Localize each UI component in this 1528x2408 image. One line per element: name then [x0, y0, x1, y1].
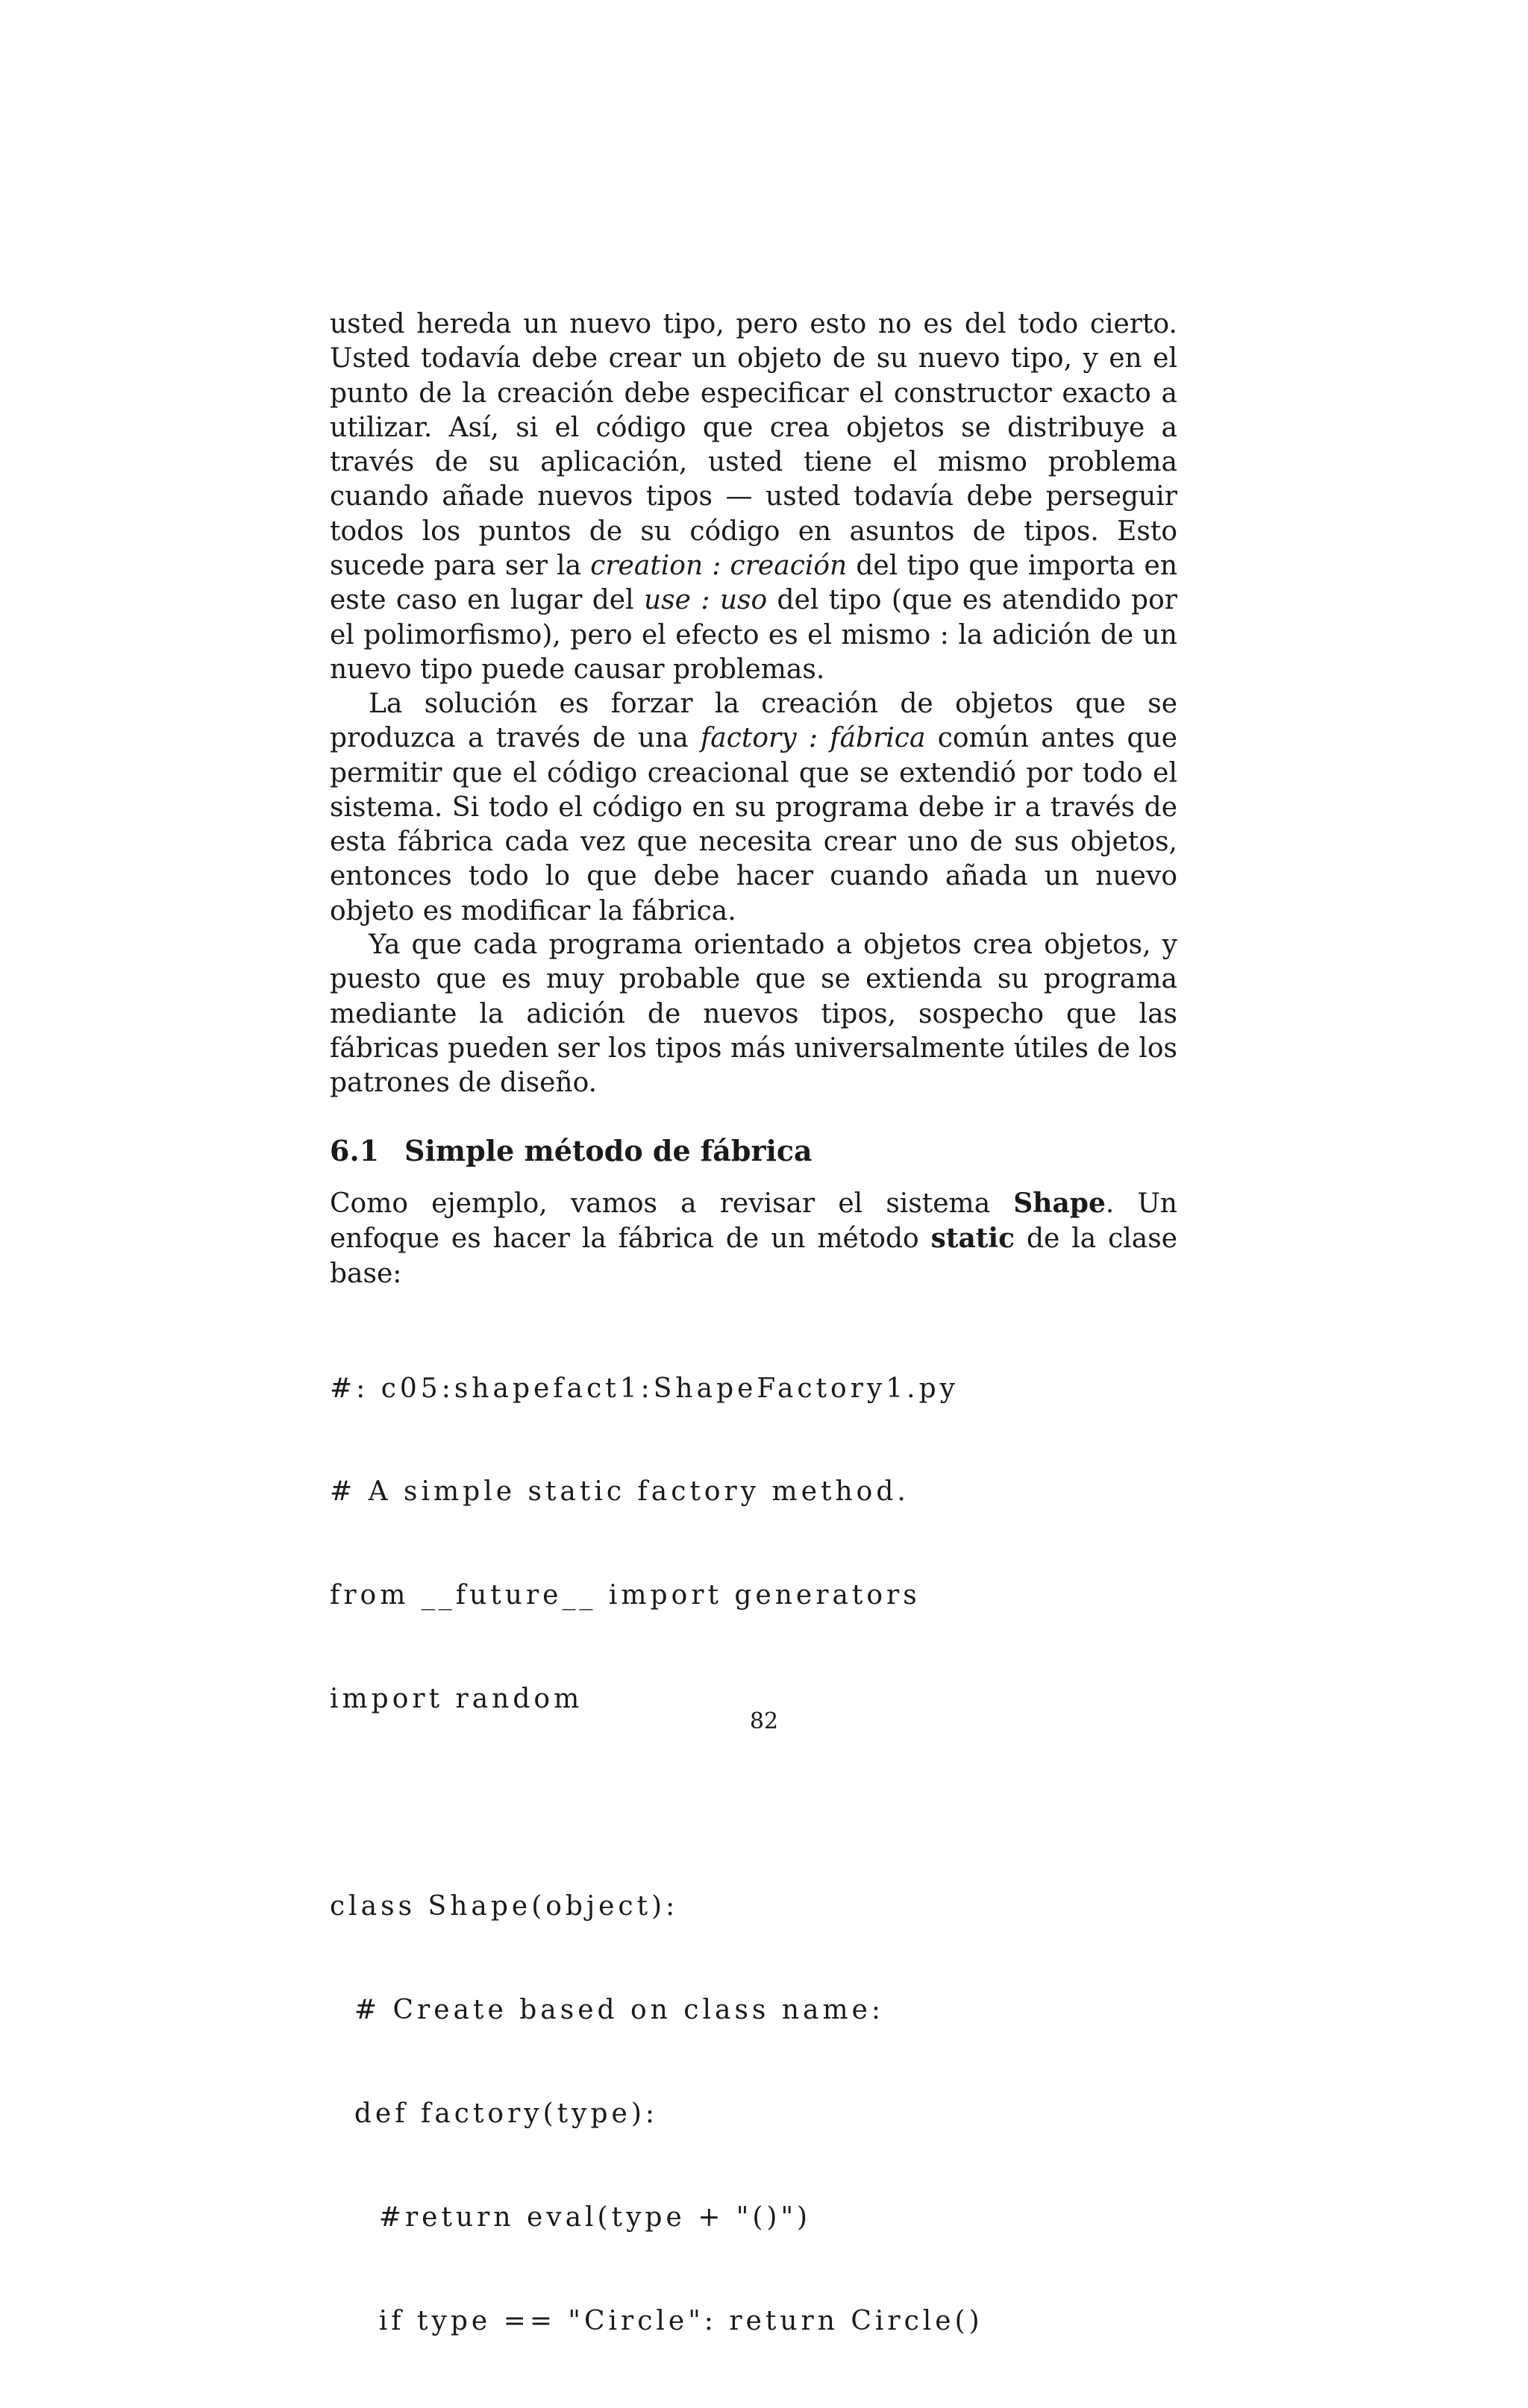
- text-segment: Ya que cada programa orientado a objetos crea objetos, y puesto que es muy probable que se extienda su programa mediante la adición de nuevos tipos, sospecho que las fábricas pueden ser los tipos más universalmente útiles de los patrones de diseño.: [330, 929, 1177, 1099]
- code-line: #: c05:shapefact1:ShapeFactory1.py: [330, 1373, 959, 1404]
- italic-text: creation : creación: [590, 551, 848, 582]
- code-line: from __future__ import generators: [330, 1580, 921, 1611]
- code-line: [330, 1786, 1177, 1820]
- code-line: # Create based on class name:: [330, 1994, 885, 2025]
- italic-text: use : uso: [643, 585, 768, 616]
- code-line: class Shape(object):: [330, 1891, 679, 1922]
- section-intro-paragraph: [330, 1186, 1177, 1291]
- text-segment: usted hereda un nuevo tipo, pero esto no es del todo cierto. Usted todavía debe crear un objeto de su nuevo tipo, y en el punto de la creación debe especificar el constructor exacto a utilizar. Así, si el código que crea objetos se distribuye a través de su aplicación, usted tiene el mismo problema cuando añade nuevos tipos — usted todavía debe perseguir todos los puntos de su código en asuntos de tipos. Esto sucede para ser la: [330, 309, 1177, 582]
- section-number: 6.1: [330, 1134, 380, 1167]
- text-segment: La solución es forzar la creación de objetos que se produzca a través de una: [330, 689, 1177, 754]
- section-title: Simple método de fábrica: [404, 1134, 812, 1167]
- paragraph-2: [330, 687, 1177, 929]
- code-line: # A simple static factory method.: [330, 1476, 909, 1508]
- code-line: import random: [330, 1684, 583, 1715]
- code-line: def factory(type):: [330, 2098, 659, 2129]
- italic-text: factory : fábrica: [700, 723, 926, 754]
- text-segment: de la clase base:: [330, 1223, 1177, 1289]
- paragraph-3: [330, 928, 1177, 1100]
- text-segment: Como ejemplo, vamos a revisar el sistema: [330, 1188, 1014, 1219]
- text-segment: común antes que permitir que el código creacional que se extendió por todo el sistema. Si todo el código en su programa debe ir a través de esta fábrica cada vez que necesita crear uno de sus objetos, entonces todo lo que debe hacer cuando añada un nuevo objeto es modificar la fábrica.: [330, 723, 1177, 926]
- code-line: if type == "Circle": return Circle(): [330, 2305, 983, 2336]
- text-segment: del tipo que importa en este caso en lugar del: [330, 551, 1178, 616]
- page-number: 82: [749, 1708, 779, 1734]
- code-listing: [330, 1302, 1177, 2408]
- text-segment: . Un enfoque es hacer la fábrica de un método: [330, 1188, 1177, 1255]
- bold-text: Shape: [1013, 1188, 1106, 1219]
- code-line: #return eval(type + "()"): [330, 2201, 812, 2233]
- text-segment: del tipo (que es atendido por el polimorfismo), pero el efecto es el mismo : la adición de un nuevo tipo puede causar problemas.: [330, 585, 1177, 685]
- paragraph-1: [330, 307, 1177, 687]
- bold-text: static: [930, 1223, 1015, 1255]
- section-heading: [330, 1133, 1177, 1169]
